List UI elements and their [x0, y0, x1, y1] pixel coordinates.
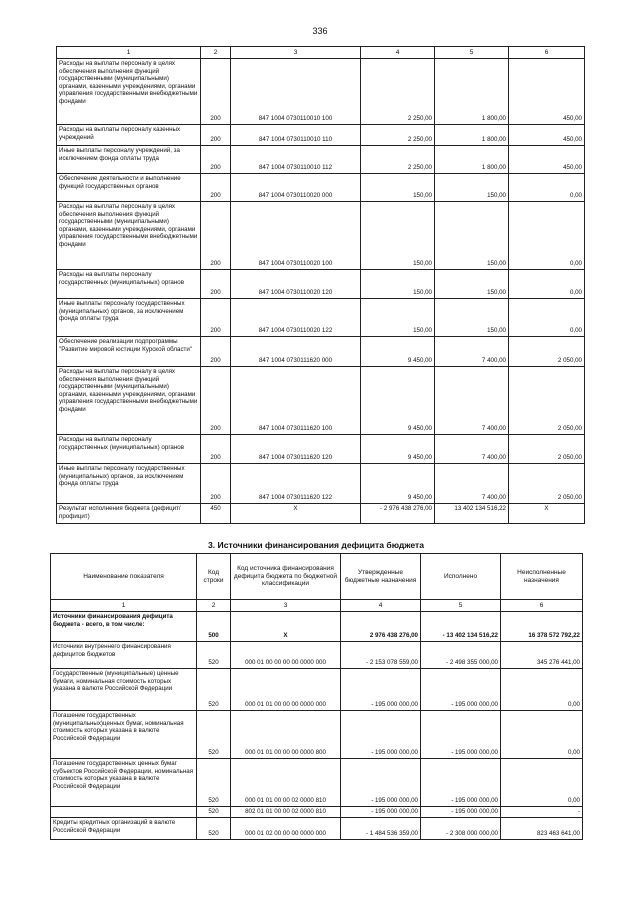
row-approved: 2 250,00: [361, 59, 435, 125]
financing-sources-table: [50, 553, 583, 840]
header-line: Код строки: [197, 554, 231, 600]
row-line-code: 200: [201, 435, 231, 464]
table-row: [57, 464, 585, 504]
row-name: Источники финансирования дефицита бюджета - всего, в том числе:: [51, 612, 197, 642]
row-name: Иные выплаты персоналу государственных (муниципальных) органов, за исключением фонда оплаты труда: [57, 464, 201, 504]
header-cell: 5: [435, 47, 509, 59]
row-executed: - 195 000 000,00: [421, 669, 501, 711]
table-row: [51, 612, 583, 642]
table-row: [51, 759, 583, 807]
row-line-code: 520: [197, 711, 231, 759]
row-unexecuted: 0,00: [509, 202, 585, 270]
row-budget-code: 847 1004 0730111620 100: [231, 367, 361, 435]
header-cell: 6: [509, 47, 585, 59]
row-line-code: 200: [201, 202, 231, 270]
header-cell: 4: [341, 600, 421, 612]
row-approved: - 195 000 000,00: [341, 669, 421, 711]
row-name: Расходы на выплаты персоналу государственных (муниципальных) органов: [57, 435, 201, 464]
row-line-code: 200: [201, 125, 231, 146]
row-executed: - 195 000 000,00: [421, 711, 501, 759]
row-executed: 7 400,00: [435, 464, 509, 504]
row-budget-code: X: [231, 612, 341, 642]
row-executed: 7 400,00: [435, 367, 509, 435]
row-name: Погашение государственных ценных бумаг субъектов Российской Федерации, номинальная стоимость которых указана в валюте Российской Федерации: [51, 759, 197, 807]
row-approved: 2 250,00: [361, 146, 435, 174]
row-line-code: 520: [197, 818, 231, 840]
table-row: [51, 818, 583, 840]
row-executed: 150,00: [435, 174, 509, 202]
row-budget-code: 000 01 01 00 00 00 0000 000: [231, 669, 341, 711]
header-cell: 3: [231, 600, 341, 612]
table-row: [57, 174, 585, 202]
row-line-code: 200: [201, 337, 231, 367]
row-budget-code: 847 1004 0730110020 122: [231, 299, 361, 337]
row-line-code: 500: [197, 612, 231, 642]
financing-number-row: [51, 600, 583, 612]
row-executed: - 2 308 000 000,00: [421, 818, 501, 840]
table-row: [51, 669, 583, 711]
row-approved: - 1 484 536 359,00: [341, 818, 421, 840]
row-approved: - 2 976 438 276,00: [361, 504, 435, 524]
row-executed: - 2 498 355 000,00: [421, 642, 501, 669]
header-cell: 3: [231, 47, 361, 59]
row-executed: 1 800,00: [435, 146, 509, 174]
row-executed: 150,00: [435, 202, 509, 270]
row-budget-code: 847 1004 0730110020 120: [231, 270, 361, 299]
row-budget-code: 847 1004 0730111620 000: [231, 337, 361, 367]
row-approved: - 195 000 000,00: [341, 759, 421, 807]
row-line-code: 520: [197, 642, 231, 669]
row-unexecuted: 0,00: [501, 669, 583, 711]
row-unexecuted: 823 463 641,00: [501, 818, 583, 840]
row-line-code: 200: [201, 270, 231, 299]
row-name: Государственные (муниципальные) ценные бумаги, номинальная стоимость которых указана в валюте Российской Федерации: [51, 669, 197, 711]
row-line-code: 200: [201, 59, 231, 125]
row-approved: 150,00: [361, 299, 435, 337]
header-cell: 5: [421, 600, 501, 612]
row-name: Иные выплаты персоналу учреждений, за исключением фонда оплаты труда: [57, 146, 201, 174]
row-executed: 1 800,00: [435, 125, 509, 146]
row-executed: 150,00: [435, 299, 509, 337]
row-approved: 9 450,00: [361, 367, 435, 435]
table-row: [57, 125, 585, 146]
financing-header-row: [51, 554, 583, 600]
row-budget-code: 000 01 01 00 00 02 0000 810: [231, 759, 341, 807]
row-approved: 9 450,00: [361, 435, 435, 464]
row-name: [51, 807, 197, 818]
row-unexecuted: 0,00: [509, 270, 585, 299]
row-executed: 7 400,00: [435, 337, 509, 367]
table-row: [57, 299, 585, 337]
header-cell: 2: [197, 600, 231, 612]
header-cell: 6: [501, 600, 583, 612]
header-cell: 1: [51, 600, 197, 612]
row-approved: - 2 153 078 559,00: [341, 642, 421, 669]
row-executed: - 13 402 134 516,22: [421, 612, 501, 642]
row-unexecuted: 345 276 441,00: [501, 642, 583, 669]
row-budget-code: 000 01 01 00 00 00 0000 800: [231, 711, 341, 759]
row-name: Расходы на выплаты персоналу казенных учреждений: [57, 125, 201, 146]
table-row: [57, 146, 585, 174]
row-name: Иные выплаты персоналу государственных (муниципальных) органов, за исключением фонда оплаты труда: [57, 299, 201, 337]
row-budget-code: 847 1004 0730110010 100: [231, 59, 361, 125]
budget-result-row: [57, 504, 585, 524]
header-cell: 2: [201, 47, 231, 59]
row-approved: 150,00: [361, 270, 435, 299]
row-executed: - 195 000 000,00: [421, 759, 501, 807]
row-budget-code: X: [231, 504, 361, 524]
header-executed: Исполнено: [421, 554, 501, 600]
row-unexecuted: 450,00: [509, 59, 585, 125]
row-budget-code: 847 1004 0730111620 120: [231, 435, 361, 464]
row-line-code: 520: [197, 807, 231, 818]
row-executed: 150,00: [435, 270, 509, 299]
header-cell: 4: [361, 47, 435, 59]
section-title: 3. Источники финансирования дефицита бюджета: [207, 540, 425, 550]
row-executed: 13 402 134 516,22: [435, 504, 509, 524]
row-unexecuted: 2 050,00: [509, 337, 585, 367]
row-name: Расходы на выплаты персоналу в целях обеспечения выполнения функций государственными (муниципальными) органами, казенными учреждениями, органами управления государственными внебюджетными фондами: [57, 59, 201, 125]
row-unexecuted: 450,00: [509, 125, 585, 146]
row-line-code: 200: [201, 464, 231, 504]
row-approved: 150,00: [361, 202, 435, 270]
row-unexecuted: 16 378 572 792,22: [501, 612, 583, 642]
row-budget-code: 847 1004 0730111620 122: [231, 464, 361, 504]
row-budget-code: 000 01 00 00 00 00 0000 000: [231, 642, 341, 669]
row-approved: 9 450,00: [361, 337, 435, 367]
table-row: [51, 642, 583, 669]
row-name: Погашение государственных (муниципальных)ценных бумаг, номинальная стоимость которых указана в валюте Российской Федерации: [51, 711, 197, 759]
table-row: [57, 367, 585, 435]
row-approved: 150,00: [361, 174, 435, 202]
row-line-code: 200: [201, 367, 231, 435]
row-executed: 1 800,00: [435, 59, 509, 125]
header-name: Наименование показателя: [51, 554, 197, 600]
header-cell: 1: [57, 47, 201, 59]
row-name: Расходы на выплаты персоналу в целях обеспечения выполнения функций государственными (муниципальными) органами, казенными учреждениями, органами управления государственными внебюджетными фондами: [57, 202, 201, 270]
expenses-header-row: [57, 47, 585, 59]
row-unexecuted: 0,00: [501, 711, 583, 759]
row-executed: - 195 000 000,00: [421, 807, 501, 818]
row-name: Расходы на выплаты персоналу в целях обеспечения выполнения функций государственными (муниципальными) органами, казенными учреждениями, органами управления государственными внебюджетными фондами: [57, 367, 201, 435]
table-row: [57, 435, 585, 464]
header-approved: Утвержденные бюджетные назначения: [341, 554, 421, 600]
expenses-table: [56, 46, 585, 524]
header-unexecuted: Неисполненные назначения: [501, 554, 583, 600]
table-row: [51, 711, 583, 759]
row-approved: - 195 000 000,00: [341, 807, 421, 818]
row-budget-code: 847 1004 0730110010 112: [231, 146, 361, 174]
row-unexecuted: 0,00: [501, 759, 583, 807]
table-row: [57, 270, 585, 299]
row-unexecuted: 0,00: [509, 174, 585, 202]
row-unexecuted: 0,00: [509, 299, 585, 337]
row-budget-code: 802 01 01 00 00 02 0000 810: [231, 807, 341, 818]
row-unexecuted: -: [501, 807, 583, 818]
row-budget-code: 000 01 02 00 00 00 0000 000: [231, 818, 341, 840]
row-name: Кредиты кредитных организаций в валюте Российской Федерации: [51, 818, 197, 840]
row-line-code: 200: [201, 299, 231, 337]
row-name: Обеспечение реализации подпрограммы "Развитие мировой юстиции Курской области": [57, 337, 201, 367]
table-row: [51, 807, 583, 818]
table-row: [57, 202, 585, 270]
row-line-code: 200: [201, 174, 231, 202]
row-name: Расходы на выплаты персоналу государственных (муниципальных) органов: [57, 270, 201, 299]
row-budget-code: 847 1004 0730110020 100: [231, 202, 361, 270]
row-line-code: 520: [197, 759, 231, 807]
table-row: [57, 59, 585, 125]
row-approved: 2 250,00: [361, 125, 435, 146]
row-approved: - 195 000 000,00: [341, 711, 421, 759]
row-unexecuted: X: [509, 504, 585, 524]
row-name: Источники внутреннего финансирования дефицитов бюджетов: [51, 642, 197, 669]
row-executed: 7 400,00: [435, 435, 509, 464]
row-unexecuted: 2 050,00: [509, 367, 585, 435]
header-code: Код источника финансирования дефицита бюджета по бюджетной классификации: [231, 554, 341, 600]
row-line-code: 200: [201, 146, 231, 174]
row-name: Обеспечение деятельности и выполнение функций государственных органов: [57, 174, 201, 202]
table-row: [57, 337, 585, 367]
page-number: 336: [312, 26, 328, 36]
row-unexecuted: 2 050,00: [509, 435, 585, 464]
row-approved: 9 450,00: [361, 464, 435, 504]
row-unexecuted: 2 050,00: [509, 464, 585, 504]
row-name: Результат исполнения бюджета (дефицит/профицит): [57, 504, 201, 524]
row-approved: 2 976 438 276,00: [341, 612, 421, 642]
row-unexecuted: 450,00: [509, 146, 585, 174]
row-line-code: 520: [197, 669, 231, 711]
row-budget-code: 847 1004 0730110020 000: [231, 174, 361, 202]
row-line-code: 450: [201, 504, 231, 524]
row-budget-code: 847 1004 0730110010 110: [231, 125, 361, 146]
